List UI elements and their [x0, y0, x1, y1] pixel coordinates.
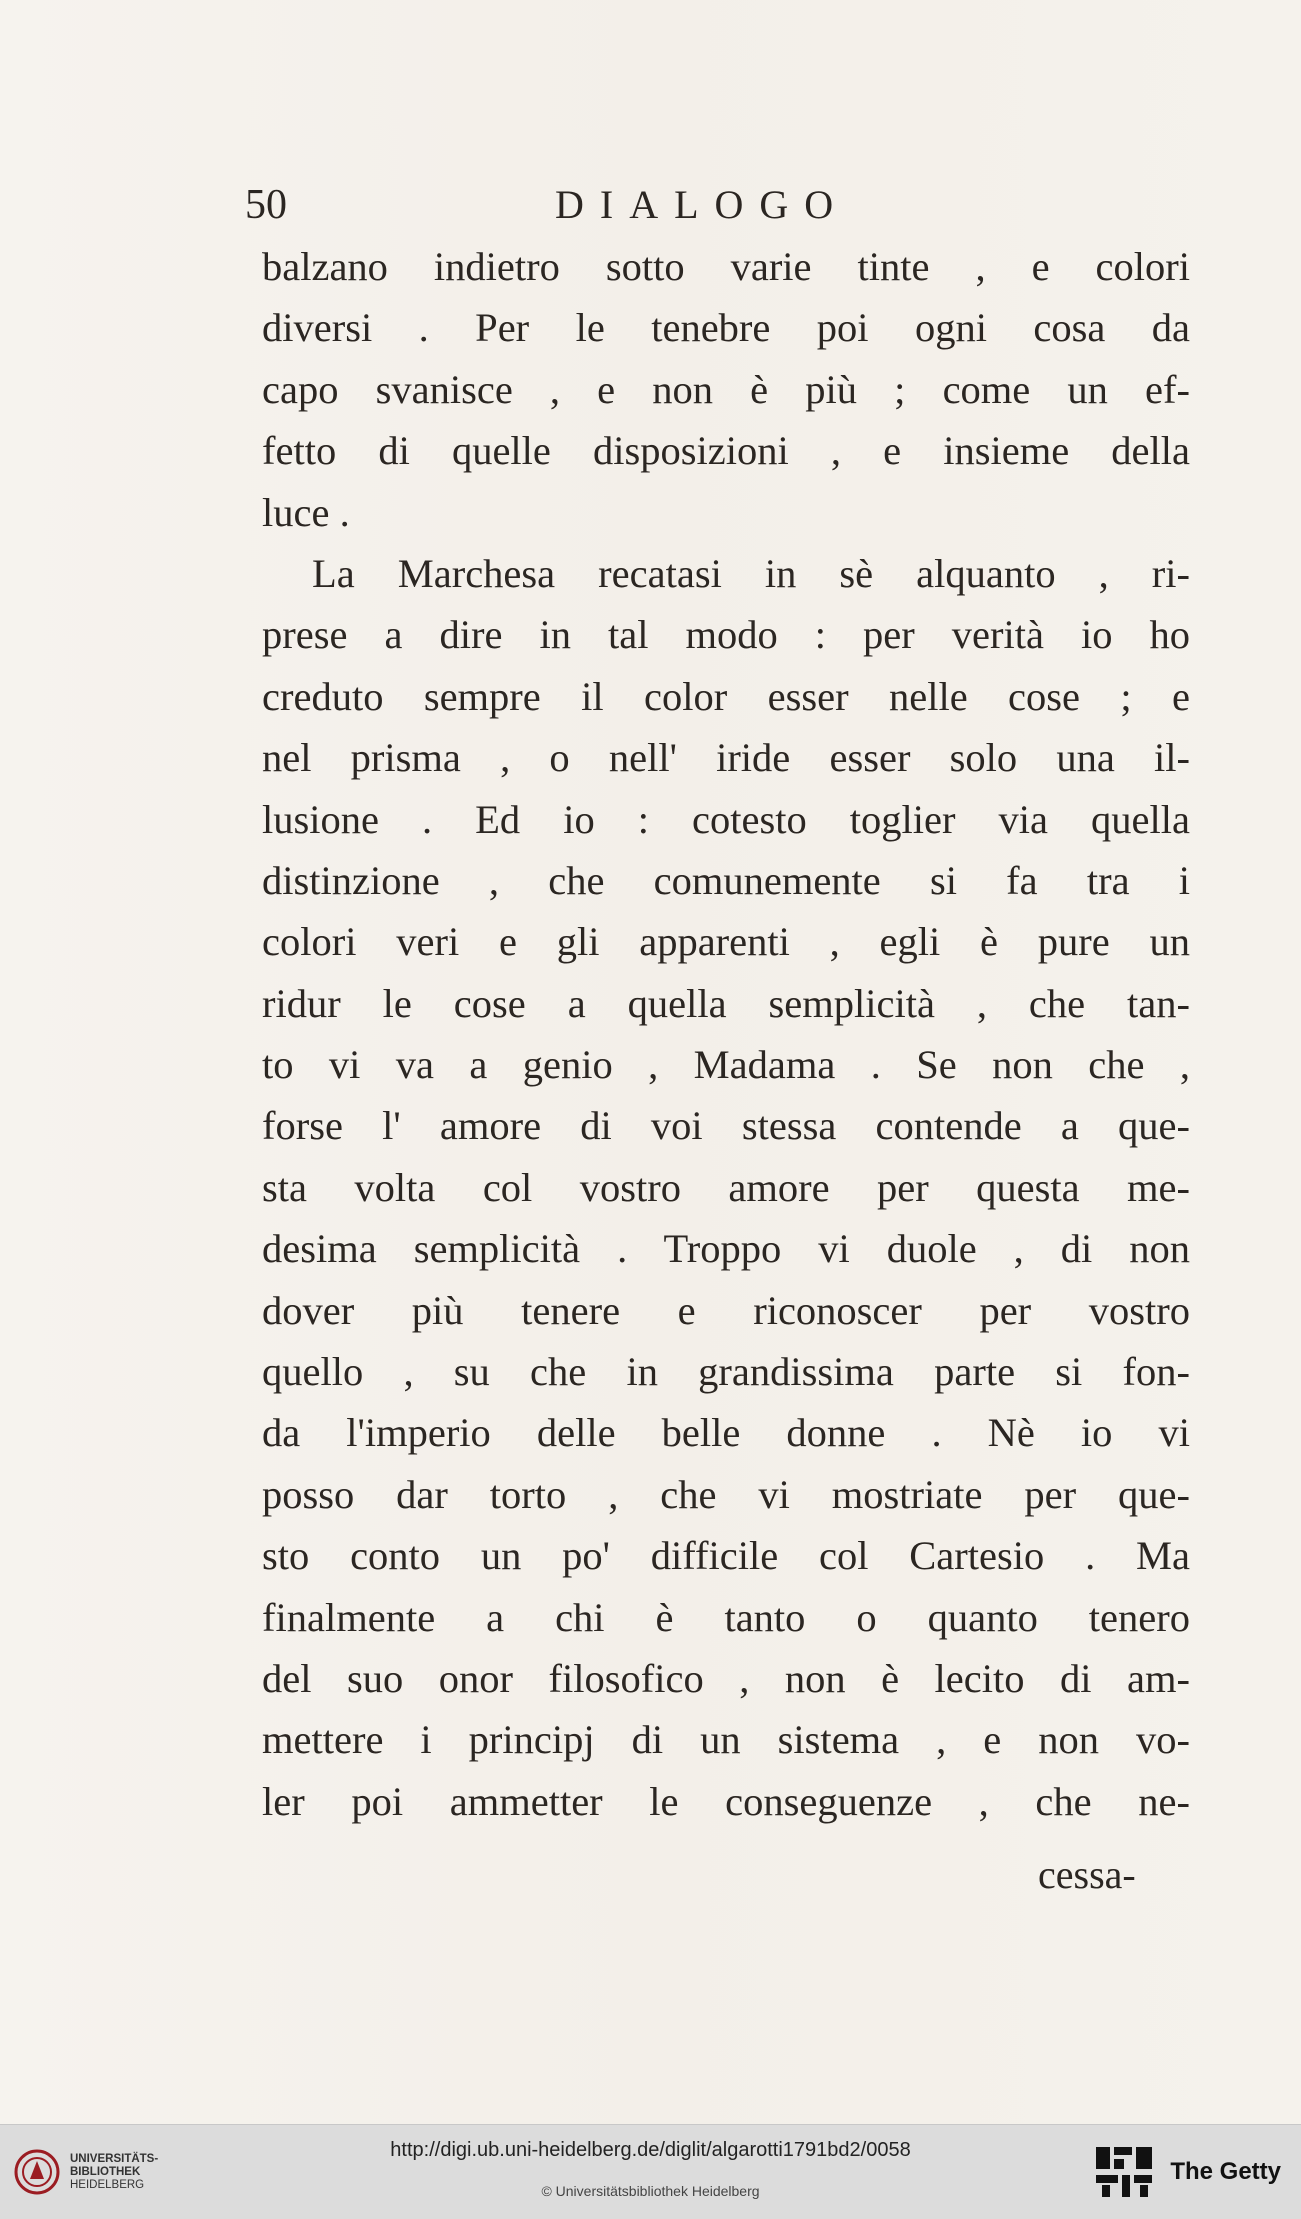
- body-text: [262, 236, 1190, 1832]
- getty-logo-icon: [1094, 2145, 1154, 2199]
- text-line: ler poi ammetter le conseguenze , che ne-: [262, 1778, 1190, 1824]
- text-line: mettere i principj di un sistema , e non vo-: [262, 1717, 1190, 1763]
- text-line: desima semplicità . Troppo vi duole , di non: [262, 1226, 1190, 1272]
- text-line: capo svanisce , e non è più ; come un ef-: [262, 366, 1190, 412]
- text-line: prese a dire in tal modo : per verità io ho: [262, 612, 1190, 658]
- text-line: balzano indietro sotto varie tinte , e colori: [262, 244, 1190, 289]
- page-number: 50: [245, 182, 287, 228]
- text-line: del suo onor filosofico , non è lecito di am-: [262, 1655, 1190, 1701]
- text-line: La Marchesa recatasi in sè alquanto , ri-: [312, 550, 1190, 596]
- text-line: distinzione , che comunemente si fa tra i: [262, 857, 1190, 903]
- text-line: sta volta col vostro amore per questa me-: [262, 1164, 1190, 1210]
- copyright-notice: © Universitätsbibliothek Heidelberg: [541, 2183, 760, 2199]
- viewer-footer: [0, 2124, 1301, 2219]
- text-line: forse l' amore di voi stessa contende a que-: [262, 1103, 1190, 1149]
- text-line: to vi va a genio , Madama . Se non che ,: [262, 1042, 1190, 1088]
- text-line: creduto sempre il color esser nelle cose ; e: [262, 673, 1190, 719]
- catchword: cessa-: [1038, 1852, 1136, 1897]
- institution-name-line: UNIVERSITÄTS-: [70, 2152, 159, 2165]
- permalink-url[interactable]: http://digi.ub.uni-heidelberg.de/diglit/algarotti1791bd2/0058: [390, 2139, 911, 2161]
- page-header: [245, 178, 1195, 232]
- institution-name-line: HEIDELBERG: [70, 2178, 145, 2191]
- running-title: DIALOGO: [555, 182, 850, 227]
- text-line: dover più tenere e riconoscer per vostro: [262, 1287, 1190, 1333]
- text-line: da l'imperio delle belle donne . Nè io vi: [262, 1410, 1190, 1456]
- institution-name-line: BIBLIOTHEK: [70, 2165, 141, 2178]
- text-line: diversi . Per le tenebre poi ogni cosa da: [262, 305, 1190, 351]
- text-line: ridur le cose a quella semplicità , che tan-: [262, 980, 1190, 1026]
- text-line: sto conto un po' difficile col Cartesio . Ma: [262, 1533, 1190, 1579]
- partner-logo[interactable]: [1094, 2145, 1281, 2199]
- text-line: nel prisma , o nell' iride esser solo una il-: [262, 735, 1190, 781]
- text-line: lusione . Ed io : cotesto toglier via quella: [262, 796, 1190, 842]
- text-line: fetto di quelle disposizioni , e insieme della: [262, 428, 1190, 474]
- text-line: quello , su che in grandissima parte si fon-: [262, 1349, 1190, 1395]
- text-line: colori veri e gli apparenti , egli è pure un: [262, 919, 1190, 965]
- text-line: posso dar torto , che vi mostriate per que-: [262, 1471, 1190, 1517]
- text-line: finalmente a chi è tanto o quanto tenero: [262, 1594, 1190, 1640]
- partner-name: The Getty: [1170, 2158, 1281, 2185]
- text-line: luce .: [262, 489, 350, 535]
